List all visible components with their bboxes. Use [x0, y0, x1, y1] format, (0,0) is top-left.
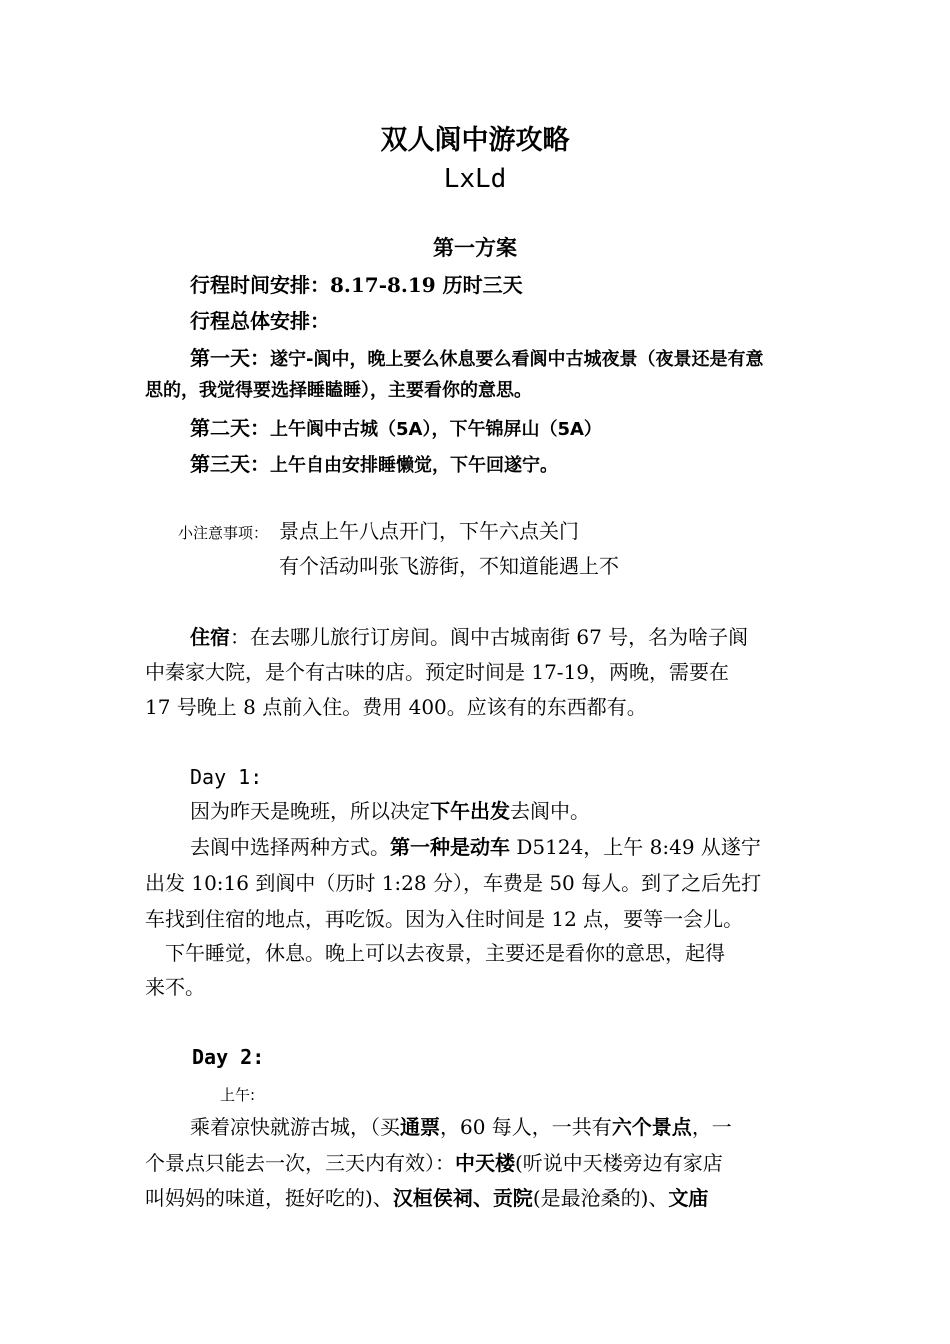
notes-line-1: [178, 514, 818, 550]
day1-l1-a: 因为昨天是晚班，所以决定: [190, 799, 430, 823]
plan-heading: 第一方案: [433, 235, 517, 260]
document-subtitle: LxLd: [443, 164, 507, 194]
day1-l1-b: 下午出发: [430, 799, 510, 823]
day1-l2-b: 第一种是动车: [390, 835, 510, 859]
day1-line-5: 下午睡觉，休息。晚上可以去夜景，主要还是看你的意思，起得: [165, 941, 725, 965]
notes-label: 小注意事项：: [178, 524, 269, 542]
day2-l1-b: 通票: [400, 1115, 440, 1139]
plan-day3-label: 第三天：: [190, 452, 270, 476]
plan-overall-label: 行程总体安排：: [190, 309, 330, 333]
lodging-text-1: ：在去哪儿旅行订房间。阆中古城南街 67 号，名为啥子阆: [230, 625, 749, 649]
plan-day3-line: [190, 447, 810, 483]
plan-day2-line: [190, 411, 810, 447]
document-title: 双人阆中游攻略: [380, 125, 570, 156]
plan-day1-text-b: 思的，我觉得要选择睡瞌睡），主要看你的意思。: [145, 380, 532, 401]
notes-text-2: 有个活动叫张飞游街，不知道能遇上不: [279, 554, 619, 578]
day2-morning: 上午:: [220, 1086, 256, 1104]
day1-line-3: 出发 10:16 到阆中（历时 1:28 分），车费是 50 每人。到了之后先打: [145, 871, 762, 895]
plan-day3-text: 上午自由安排睡懒觉，下午回遂宁。: [270, 455, 558, 476]
day1-l1-c: 去阆中。: [510, 799, 590, 823]
plan-day1-label: 第一天：: [190, 346, 270, 370]
day2-l3-d: 贡院: [492, 1186, 533, 1210]
day2-l2-c: (听说中天楼旁边有家店: [515, 1151, 723, 1175]
day2-l1-e: ，一: [691, 1115, 732, 1139]
day2-l3-c: 、: [472, 1186, 493, 1210]
day1-line-6: 来不。: [145, 975, 205, 999]
day2-heading: Day 2:: [192, 1045, 265, 1069]
lodging-line-1: [190, 620, 807, 654]
day2-l1-c: ，60 每人，一共有: [440, 1115, 612, 1139]
day2-line-1: [190, 1110, 807, 1144]
plan-time-value: 8.17-8.19 历时三天: [330, 273, 523, 297]
plan-time-line: [190, 268, 810, 302]
day1-l2-c: D5124，上午 8:49 从遂宁: [510, 835, 761, 859]
day2-line-3: [145, 1181, 807, 1215]
plan-day1-line-a: [190, 341, 810, 377]
lodging-text-2: 中秦家大院，是个有古味的店。预定时间是 17-19，两晚，需要在: [145, 660, 730, 684]
plan-day2-label: 第二天：: [190, 416, 270, 440]
day2-l1-d: 六个景点: [611, 1115, 692, 1139]
day2-l3-e: (是最沧桑的)、: [532, 1186, 669, 1210]
lodging-text-3: 17 号晚上 8 点前入住。费用 400。应该有的东西都有。: [145, 695, 647, 719]
day2-l3-a: 叫妈妈的味道，挺好吃的)、: [145, 1186, 393, 1210]
plan-time-label: 行程时间安排：: [190, 273, 330, 297]
notes-text-1: 景点上午八点开门，下午六点关门: [279, 519, 579, 543]
day2-l3-b: 汉桓侯祠: [392, 1186, 473, 1210]
day2-line-2: [145, 1146, 807, 1180]
day1-l2-a: 去阆中选择两种方式。: [190, 835, 390, 859]
lodging-label: 住宿: [190, 625, 230, 649]
day1-line-1: [190, 794, 807, 828]
day2-l2-a: 个景点只能去一次，三天内有效）：: [145, 1151, 455, 1175]
day1-line-2: [190, 830, 807, 864]
plan-day2-text: 上午阆中古城（5A），下午锦屏山（5A）: [270, 419, 602, 440]
day2-l2-b: 中天楼: [455, 1151, 515, 1175]
day1-heading: Day 1:: [190, 765, 263, 789]
day1-line-4: 车找到住宿的地点，再吃饭。因为入住时间是 12 点，要等一会儿。: [145, 907, 744, 931]
plan-day1-text-a: 遂宁-阆中，晚上要么休息要么看阆中古城夜景（夜景还是有意: [270, 349, 764, 370]
day2-l1-a: 乘着凉快就游古城，（买: [190, 1115, 400, 1139]
day2-l3-f: 文庙: [668, 1186, 709, 1210]
